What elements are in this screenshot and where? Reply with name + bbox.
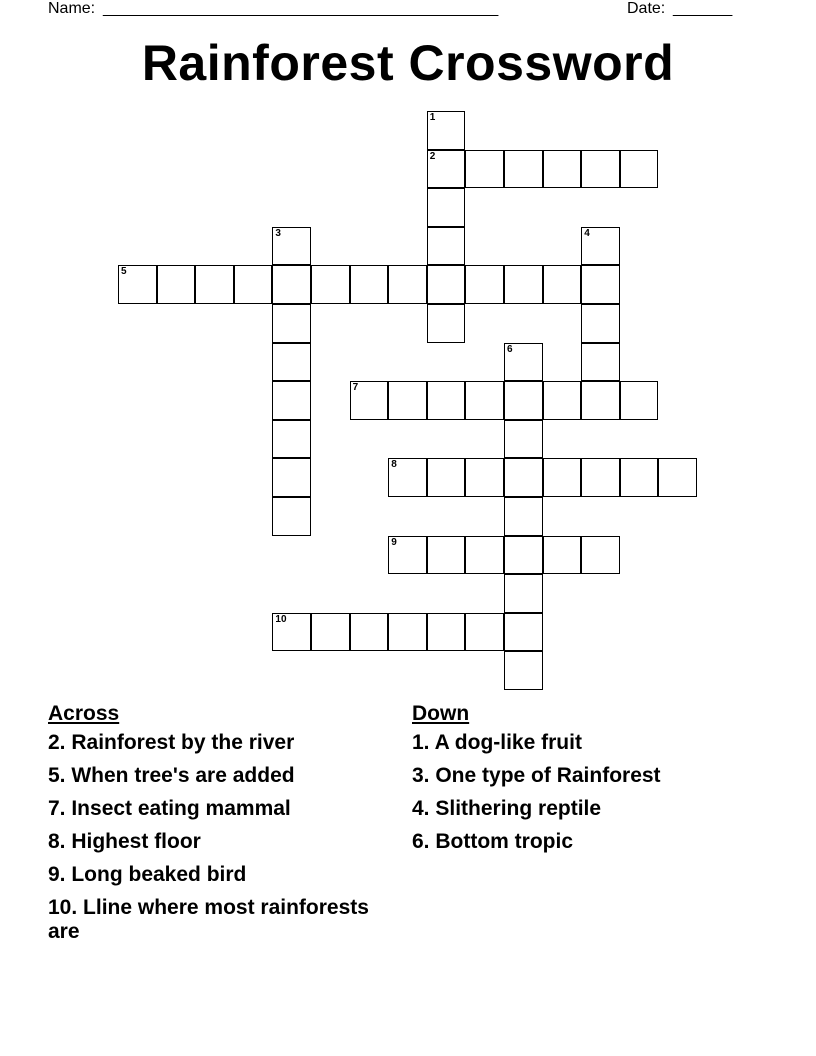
crossword-cell[interactable] [504, 265, 543, 304]
crossword-cell[interactable] [581, 536, 620, 575]
crossword-cell[interactable] [465, 613, 504, 652]
name-blank[interactable]: _______________________________________________ [103, 0, 498, 17]
crossword-cell[interactable] [465, 265, 504, 304]
crossword-cell[interactable] [195, 265, 234, 304]
cell-number: 9 [391, 536, 397, 548]
crossword-cell[interactable] [581, 304, 620, 343]
crossword-cell[interactable] [118, 265, 157, 304]
cell-number: 6 [507, 343, 513, 355]
crossword-cell[interactable] [272, 227, 311, 266]
crossword-cell[interactable] [427, 304, 466, 343]
crossword-cell[interactable] [350, 381, 389, 420]
crossword-cell[interactable] [504, 613, 543, 652]
crossword-cell[interactable] [465, 458, 504, 497]
name-label: Name: [48, 0, 96, 17]
crossword-cell[interactable] [427, 227, 466, 266]
crossword-cell[interactable] [157, 265, 196, 304]
crossword-cell[interactable] [272, 381, 311, 420]
crossword-cell[interactable] [272, 343, 311, 382]
crossword-cell[interactable] [465, 150, 504, 189]
crossword-cell[interactable] [427, 150, 466, 189]
cell-number: 4 [584, 227, 590, 239]
crossword-cell[interactable] [658, 458, 697, 497]
cell-number: 7 [352, 382, 359, 394]
crossword-cell[interactable] [427, 265, 466, 304]
crossword-cell[interactable] [543, 536, 582, 575]
crossword-cell[interactable] [427, 381, 466, 420]
crossword-cell[interactable] [350, 265, 389, 304]
crossword-cell[interactable] [465, 536, 504, 575]
crossword-cell[interactable] [581, 458, 620, 497]
crossword-cell[interactable] [543, 381, 582, 420]
across-clues [48, 700, 388, 944]
across-heading: Across [48, 702, 120, 725]
across-clue: 9. Long beaked bird [48, 863, 247, 886]
crossword-cell[interactable] [427, 536, 466, 575]
date-label: Date: [627, 0, 666, 17]
crossword-cell[interactable] [272, 497, 311, 536]
cell-number: 1 [429, 112, 436, 123]
crossword-cell[interactable] [504, 497, 543, 536]
crossword-cell[interactable] [388, 458, 427, 497]
down-clue: 4. Slithering reptile [412, 797, 602, 820]
crossword-cell[interactable] [504, 651, 543, 690]
crossword-cell[interactable] [465, 381, 504, 420]
cell-number: 10 [275, 613, 287, 625]
crossword-cell[interactable] [388, 265, 427, 304]
crossword-cell[interactable] [581, 150, 620, 189]
crossword-cell[interactable] [388, 381, 427, 420]
down-clue: 1. A dog-like fruit [412, 731, 582, 754]
crossword-cell[interactable] [620, 381, 659, 420]
crossword-cell[interactable] [543, 150, 582, 189]
crossword-cell[interactable] [504, 343, 543, 382]
down-clue: 3. One type of Rainforest [412, 764, 661, 787]
crossword-cell[interactable] [388, 613, 427, 652]
crossword-cell[interactable] [311, 265, 350, 304]
crossword-cell[interactable] [427, 613, 466, 652]
crossword-cell[interactable] [504, 574, 543, 613]
cell-number: 2 [429, 150, 436, 162]
crossword-cell[interactable] [272, 304, 311, 343]
across-clue: 7. Insect eating mammal [48, 797, 291, 820]
crossword-cell[interactable] [504, 381, 543, 420]
down-heading: Down [412, 702, 470, 725]
crossword-cell[interactable] [427, 458, 466, 497]
cell-number: 8 [391, 459, 397, 471]
crossword-cell[interactable] [350, 613, 389, 652]
across-clue: 2. Rainforest by the river [48, 731, 295, 754]
crossword-cell[interactable] [581, 343, 620, 382]
down-clue: 6. Bottom tropic [412, 830, 573, 853]
across-clue: 5. When tree's are added [48, 764, 295, 787]
crossword-cell[interactable] [272, 458, 311, 497]
crossword-cell[interactable] [504, 420, 543, 459]
crossword-cell[interactable] [581, 227, 620, 266]
crossword-cell[interactable] [581, 265, 620, 304]
crossword-cell[interactable] [234, 265, 273, 304]
down-clues [412, 700, 792, 854]
cell-number: 5 [121, 266, 127, 278]
crossword-cell[interactable] [504, 536, 543, 575]
crossword-cell[interactable] [620, 150, 659, 189]
crossword-cell[interactable] [272, 265, 311, 304]
crossword-cell[interactable] [543, 458, 582, 497]
crossword-cell[interactable] [543, 265, 582, 304]
across-clue: 8. Highest floor [48, 830, 201, 853]
across-clue: 10. Lline where most rainforests are [48, 896, 369, 943]
crossword-cell[interactable] [427, 188, 466, 227]
crossword-cell[interactable] [272, 613, 311, 652]
cell-number: 3 [275, 227, 281, 239]
crossword-cell[interactable] [581, 381, 620, 420]
crossword-cell[interactable] [504, 458, 543, 497]
crossword-cell[interactable] [272, 420, 311, 459]
crossword-cell[interactable] [620, 458, 659, 497]
crossword-cell[interactable] [311, 613, 350, 652]
page-title: Rainforest Crossword [141, 35, 675, 91]
date-blank[interactable]: _______ [673, 0, 732, 17]
crossword-cell[interactable] [427, 111, 466, 150]
crossword-cell[interactable] [504, 150, 543, 189]
crossword-cell[interactable] [388, 536, 427, 575]
